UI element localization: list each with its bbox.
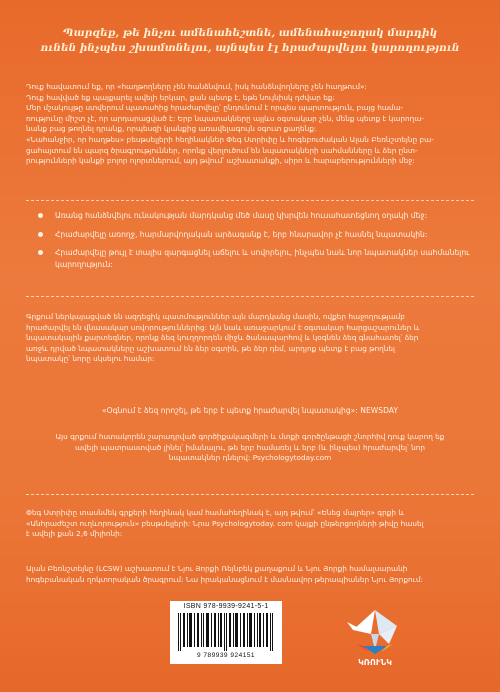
isbn-label: ISBN 978-9939-9241-5-1 (183, 603, 269, 610)
paper-crane-icon (345, 600, 405, 658)
bullet-text: Հրաժարվելը առողջ, հարմարվողական արձագանք է, երբ հնարավոր չէ հասնել նպատակին: (55, 229, 428, 239)
isbn-barcode (170, 601, 282, 664)
publisher-name: ԿՌՈՒՆԿ (358, 658, 392, 667)
intro-line: նանք բաց թողնել դրանք, որպեսզի կյանքից առավելագույն օգուտ քաղենք: (26, 124, 317, 134)
back-cover-headline (40, 26, 460, 56)
intro-line: Դուք հավատում եք, որ «հաղթողները չեն հանձնվում, իսկ հանձնվողները չեն հաղթում»: (26, 82, 367, 91)
description-line: նպատակային քարտեզներ, որոնք ձեզ կուղղորդեն միջև ծանապարհով և կօգնեն ձեզ գնահատել՝ ձեր (26, 333, 419, 343)
bullet-item (26, 210, 474, 222)
quote-line: նպատակներ դնելով: Psychologytoday.com (168, 453, 332, 463)
psychologytoday-quote (26, 432, 474, 464)
barcode-number: 9 789939 924151 (196, 652, 256, 659)
author-bio-bernstein (26, 564, 474, 585)
description-line: նպատակը՝ նորը սկսելու համար: (26, 354, 155, 364)
bullet-item (26, 229, 474, 241)
intro-line: ռությունը միշտ չէ, որ արդարացված է: Երբ նպատակները այլևս օգտակար չեն, մենք պետք է կարողա- (26, 113, 425, 123)
bullet-item (26, 247, 474, 270)
bio-line: է ավելի քան 2,6 միլիոնի: (26, 529, 123, 539)
intro-line: Դուք հավված եք պայքարել ավելի երկար, քան պետք է, եթե նույնիսկ դժվար եք: (26, 92, 335, 102)
divider (26, 494, 474, 495)
author-bio-strip (26, 508, 474, 540)
intro-line: ցահայտում են պարզ ծրագրություններ, որոնք վերլուծում են նպատակների սահմանները և ձեր ընտ- (26, 145, 418, 155)
bullet-list (26, 210, 474, 277)
intro-line: «Նահանջիր, որ հաղթես» բեսթսելլերի հեղինակներ Փեգ Ստրիփը և հոգեբուժական Ալան Բեռնշտեյնը բա- (26, 134, 434, 144)
bio-line: «Անհրաժեշտ ուղևորություն» բեսթսելլերի: Նրա Psychologytoday. com կայքի ընթերցողների թիվը հասել (26, 518, 424, 528)
bullet-dot-icon (38, 250, 43, 255)
bullet-dot-icon (38, 213, 43, 218)
description-line: հրաժարվել են վնասակար սովորություններից: Այն նաև առաջարկում է օգտակար հարցաշարուներ և (26, 322, 420, 332)
divider (26, 200, 474, 201)
bio-line: Ալան Բեռնշտեյնը (LCSW) աշխատում է Նյու Յորքի Ռեյնբեկ քաղաքում և Նյու Յորքի համալսարանի (26, 564, 408, 573)
bio-line: Փեգ Ստրիփը տասնմեկ գրքերի հեղինակ կամ համահեղինակ է, այդ թվում՝ «Ենեց մայրեր» գրքի և (26, 508, 405, 517)
headline-line-1: Պարզեք, թե ինչու ամենահեշտնե, ամենահաջողակ մարդիկ (62, 27, 438, 39)
description-paragraph (26, 312, 474, 365)
description-line: Գրքում ներկայացված են ազդեցիկ պատմություններ այն մարդկանց մասին, ովքեր հաջողությամբ (26, 312, 405, 321)
intro-line: րությունների կանքի բոլոր ոլորտներում, այդ թվում՝ աշխատանքի, սիրո և հարաբերությունների մեջ: (26, 156, 415, 166)
divider (26, 296, 474, 297)
newsday-quote: «Օգնում է ձեզ որոշել, թե երբ է պետք հրաժարվել նպատակից»: NEWSDAY (101, 406, 399, 415)
headline-line-2: ունեն ինչպես շխամտնելու, այնպես էլ հրաժարվելու կարողություն (40, 42, 460, 54)
bullet-text: Առանց հանձնվելու ունակության մարդկանց մեծ մասը կխրվեն հուսահատեցնող օղակի մեջ: (55, 211, 428, 220)
barcode-bars-icon (176, 613, 276, 651)
quote-line: Այս գրքում հստակորեն շարադրված գործիքակազմերի և մտքի գործընթացի շնորհիվ դուք կարող եք (55, 432, 445, 441)
bullet-text: Հրաժարվելը թույլ է տալիս զարգացնել աճելու և սովորելու, ինչպես նաև նոր նպատակներ սահմանելու կարողություն: (55, 248, 470, 269)
bullet-dot-icon (38, 232, 43, 237)
intro-paragraph (26, 82, 474, 167)
intro-line: Մեր մշակույթը ստվերում պատահից հրաժարվելը՝ ընդունում է որպես պարտություն, բայց համա- (26, 103, 404, 113)
bio-line: հոգեբանական ղոկտորական ծրագրում: Նա իրականացնում է մասնավոր թերապիաներ Նյու Յորքում: (26, 574, 423, 584)
quote-line: ավելի պատրաստված լինել՝ իմանալու, թե երբ համառել և երբ (և ինչպես) հրաժարվել՝ նոր (75, 442, 425, 452)
description-line: առջև դրված նպատակները աշխատում են ձեր օգտին, թե ձեր դեմ, արդյոք պետք է բաց թողնել (26, 343, 396, 353)
publisher-logo (345, 600, 405, 680)
